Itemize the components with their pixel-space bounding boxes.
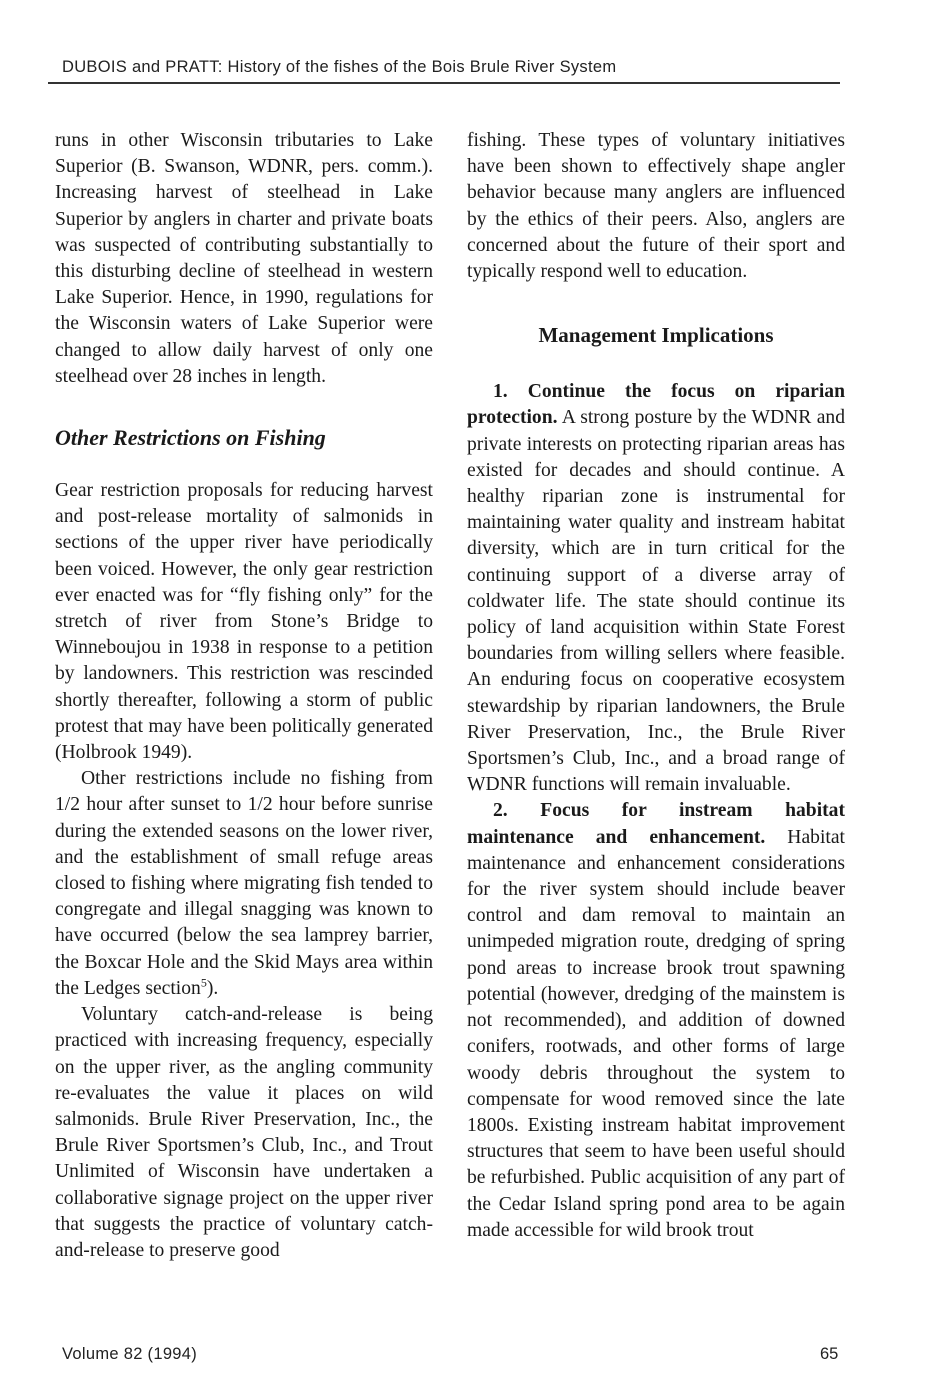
header-rule: [48, 82, 840, 84]
item-text: Habitat maintenance and enhancement considerations for the river system should include beaver control and dam removal to maintain an unimpeded migration route, dredging of spring pond areas to increase brook trout spawning potential (however, dredging of the mainstem is not recommended), and addition of downed conifers, rootwads, and other forms of large woody debris throughout the system to compensate for wood removed since the late 1800s. Existing instream habitat improvement structures that seem to have been useful should be refurbished. Public acquisition of any part of the Cedar Island spring pond area to be again made accessible for wild brook trout: [467, 826, 845, 1241]
section-heading: Management Implications: [538, 323, 774, 348]
subheading: Other Restrictions on Fishing: [55, 425, 326, 451]
paragraph: runs in other Wisconsin tributaries to Lake Superior (B. Swanson, WDNR, pers. comm.). Increasing harvest of steelhead in Lake Superior by anglers in charter and private boats was suspected of contributing substantially to this disturbing decline of steelhead in western Lake Superior. Hence, in 1990, regulations for the Wisconsin waters of Lake Superior were changed to allow daily harvest of only one steelhead over 28 inches in length.: [55, 130, 433, 387]
item-lead: 2. Focus for instream habitat maintenance and enhancement.: [467, 800, 845, 848]
item-text: A strong posture by the WDNR and private interests on protecting riparian areas has existed for decades and should continue. A healthy riparian zone is instrumental for maintaining water quality and instream habitat diversity, which are in turn critical for the continuing support of a diverse array of coldwater life. The state should continue its policy of land acquisition within State Forest boundaries from willing sellers where feasible. An enduring focus on cooperative ecosystem stewardship by riparian landowners, the Brule River Preservation, Inc., the Brule River Sportsmen’s Club, Inc., and a broad range of WDNR functions will remain invaluable.: [467, 407, 845, 796]
footnote-marker: 5: [200, 975, 207, 990]
paragraph-text: Other restrictions include no fishing from 1/2 hour after sunset to 1/2 hour before sunrise during the extended seasons on the lower river, and the establishment of small refuge areas closed to fishing where migrating fish tended to congregate and illegal snagging was known to have occurred (below the sea lamprey barrier, the Boxcar Hole and the Skid Mays area within the Ledges section: [55, 768, 433, 999]
running-head: DUBOIS and PRATT: History of the fishes of the Bois Brule River System: [62, 58, 617, 76]
item-lead: 1. Continue the focus on riparian protection.: [467, 381, 845, 429]
right-column: [467, 128, 845, 1244]
paragraph: [55, 766, 433, 1002]
volume-label: Volume 82 (1994): [62, 1345, 198, 1363]
numbered-item: [467, 379, 845, 798]
page-number: 65: [820, 1345, 839, 1363]
paragraph: Voluntary catch-and-release is being practiced with increasing frequency, especially on the upper river, as the angling community re-evaluates the value it places on wild salmonids. Brule River Preservation, Inc., the Brule River Sportsmen’s Club, Inc., and Trout Unlimited of Wisconsin have undertaken a collaborative signage project on the upper river that suggests the practice of voluntary catch-and-release to preserve good: [55, 1004, 433, 1261]
paragraph: fishing. These types of voluntary initiatives have been shown to effectively shape angler behavior because many anglers are influenced by the ethics of their peers. Also, anglers are concerned about the future of their sport and typically respond well to education.: [467, 130, 845, 283]
paragraph: Gear restriction proposals for reducing harvest and post-release mortality of salmonids in sections of the upper river have periodically been voiced. However, the only gear restriction ever enacted was for “fly fishing only” for the stretch of river from Stone’s Bridge to Winneboujou in 1938 in response to a petition by landowners. This restriction was rescinded shortly thereafter, following a storm of public protest that may have been politically generated (Holbrook 1949).: [55, 480, 433, 764]
paragraph-end: ).: [206, 977, 219, 999]
numbered-item: [467, 798, 845, 1243]
left-column: [55, 128, 433, 1264]
